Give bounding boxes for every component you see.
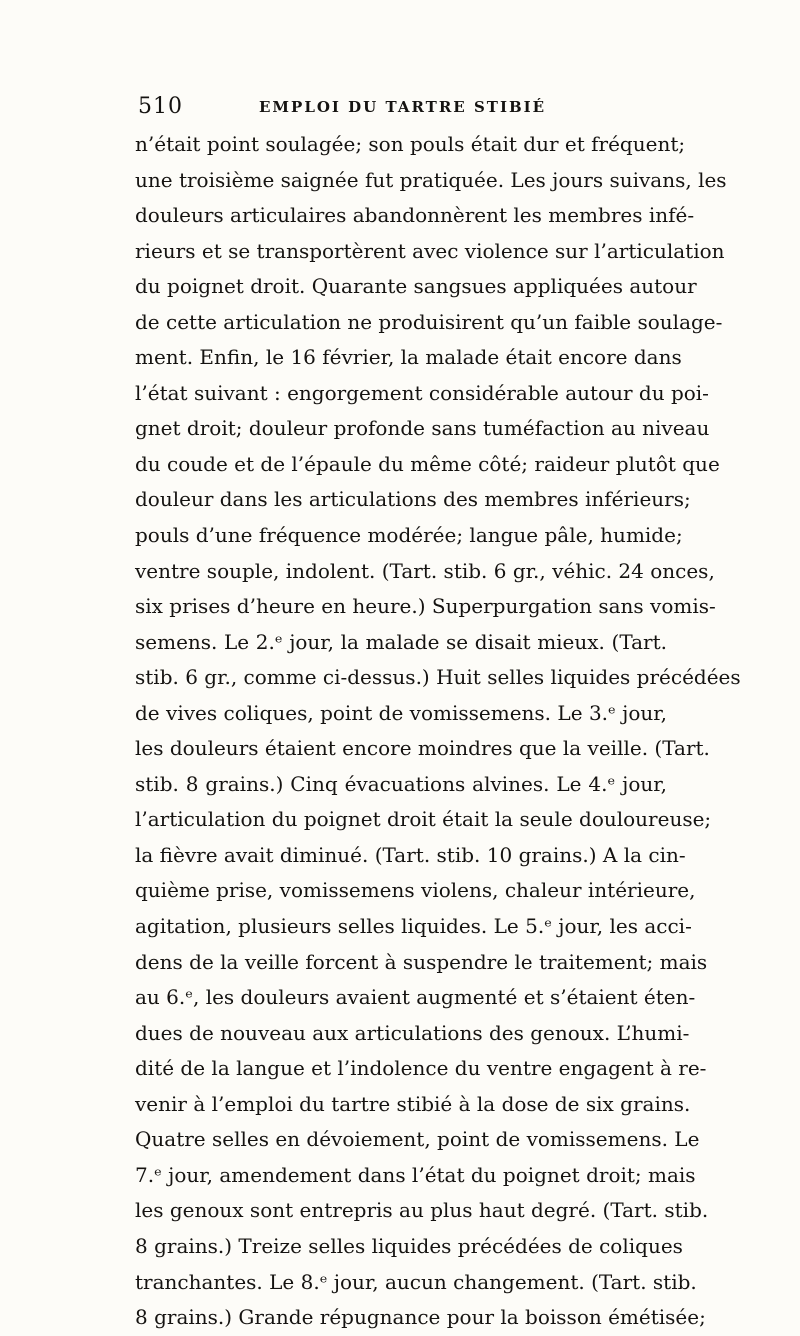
text-line: stib. 8 grains.) Cinq évacuations alvines. Le 4.ᵉ jour, bbox=[135, 771, 667, 796]
text-line: pouls d’une fréquence modérée; langue pâle, humide; bbox=[135, 523, 683, 548]
text-line: l’articulation du poignet droit était la seule douloureuse; bbox=[135, 807, 712, 832]
text-line: les douleurs étaient encore moindres que la veille. (Tart. bbox=[135, 736, 710, 761]
text-line: la fièvre avait diminué. (Tart. stib. 10 grains.) A la cin- bbox=[135, 842, 686, 867]
text-line: ventre souple, indolent. (Tart. stib. 6 gr., véhic. 24 onces, bbox=[135, 558, 715, 583]
text-line: dité de la langue et l’indolence du ventre engagent à re- bbox=[135, 1056, 707, 1081]
text-line: venir à l’emploi du tartre stibié à la dose de six grains. bbox=[135, 1091, 691, 1116]
text-line: semens. Le 2.ᵉ jour, la malade se disait mieux. (Tart. bbox=[135, 629, 667, 654]
text-line: du poignet droit. Quarante sangsues appliquées autour bbox=[135, 274, 697, 299]
text-line: du coude et de l’épaule du même côté; raideur plutôt que bbox=[135, 451, 720, 476]
text-line: Quatre selles en dévoiement, point de vomissemens. Le bbox=[135, 1127, 700, 1152]
page-number: 510 bbox=[138, 94, 183, 119]
text-line: dens de la veille forcent à suspendre le traitement; mais bbox=[135, 949, 708, 974]
text-line: 8 grains.) Grande répugnance pour la boisson émétisée; bbox=[135, 1305, 706, 1330]
text-line: douleur dans les articulations des membres inférieurs; bbox=[135, 487, 691, 512]
text-line: tranchantes. Le 8.ᵉ jour, aucun changement. (Tart. stib. bbox=[135, 1269, 697, 1294]
text-line: au 6.ᵉ, les douleurs avaient augmenté et s’étaient éten- bbox=[135, 985, 696, 1010]
text-line: de cette articulation ne produisirent qu’un faible soulage- bbox=[135, 309, 723, 334]
text-line: une troisième saignée fut pratiquée. Les jours suivans, les bbox=[135, 167, 727, 192]
text-line: 7.ᵉ jour, amendement dans l’état du poignet droit; mais bbox=[135, 1162, 696, 1187]
page-header bbox=[138, 94, 668, 120]
text-line: six prises d’heure en heure.) Superpurgation sans vomis- bbox=[135, 594, 716, 619]
text-line: douleurs articulaires abandonnèrent les membres infé- bbox=[135, 203, 695, 228]
text-line: quième prise, vomissemens violens, chaleur intérieure, bbox=[135, 878, 696, 903]
body-text bbox=[135, 127, 741, 1336]
text-line: gnet droit; douleur profonde sans tuméfaction au niveau bbox=[135, 416, 710, 441]
text-line: ment. Enfin, le 16 février, la malade était encore dans bbox=[135, 345, 682, 370]
running-head: EMPLOI DU TARTRE STIBIÉ bbox=[259, 98, 547, 116]
text-line: les genoux sont entrepris au plus haut degré. (Tart. stib. bbox=[135, 1198, 709, 1223]
text-line: stib. 6 gr., comme ci-dessus.) Huit selles liquides précédées bbox=[135, 665, 741, 690]
text-line: agitation, plusieurs selles liquides. Le 5.ᵉ jour, les acci- bbox=[135, 914, 692, 939]
text-line: rieurs et se transportèrent avec violence sur l’articulation bbox=[135, 238, 725, 263]
text-line: n’était point soulagée; son pouls était dur et fréquent; bbox=[135, 132, 686, 156]
text-line: de vives coliques, point de vomissemens. Le 3.ᵉ jour, bbox=[135, 700, 667, 725]
text-line: 8 grains.) Treize selles liquides précédées de coliques bbox=[135, 1233, 683, 1258]
text-line: dues de nouveau aux articulations des genoux. L’humi- bbox=[135, 1020, 690, 1045]
text-line: l’état suivant : engorgement considérable autour du poi- bbox=[135, 380, 709, 405]
